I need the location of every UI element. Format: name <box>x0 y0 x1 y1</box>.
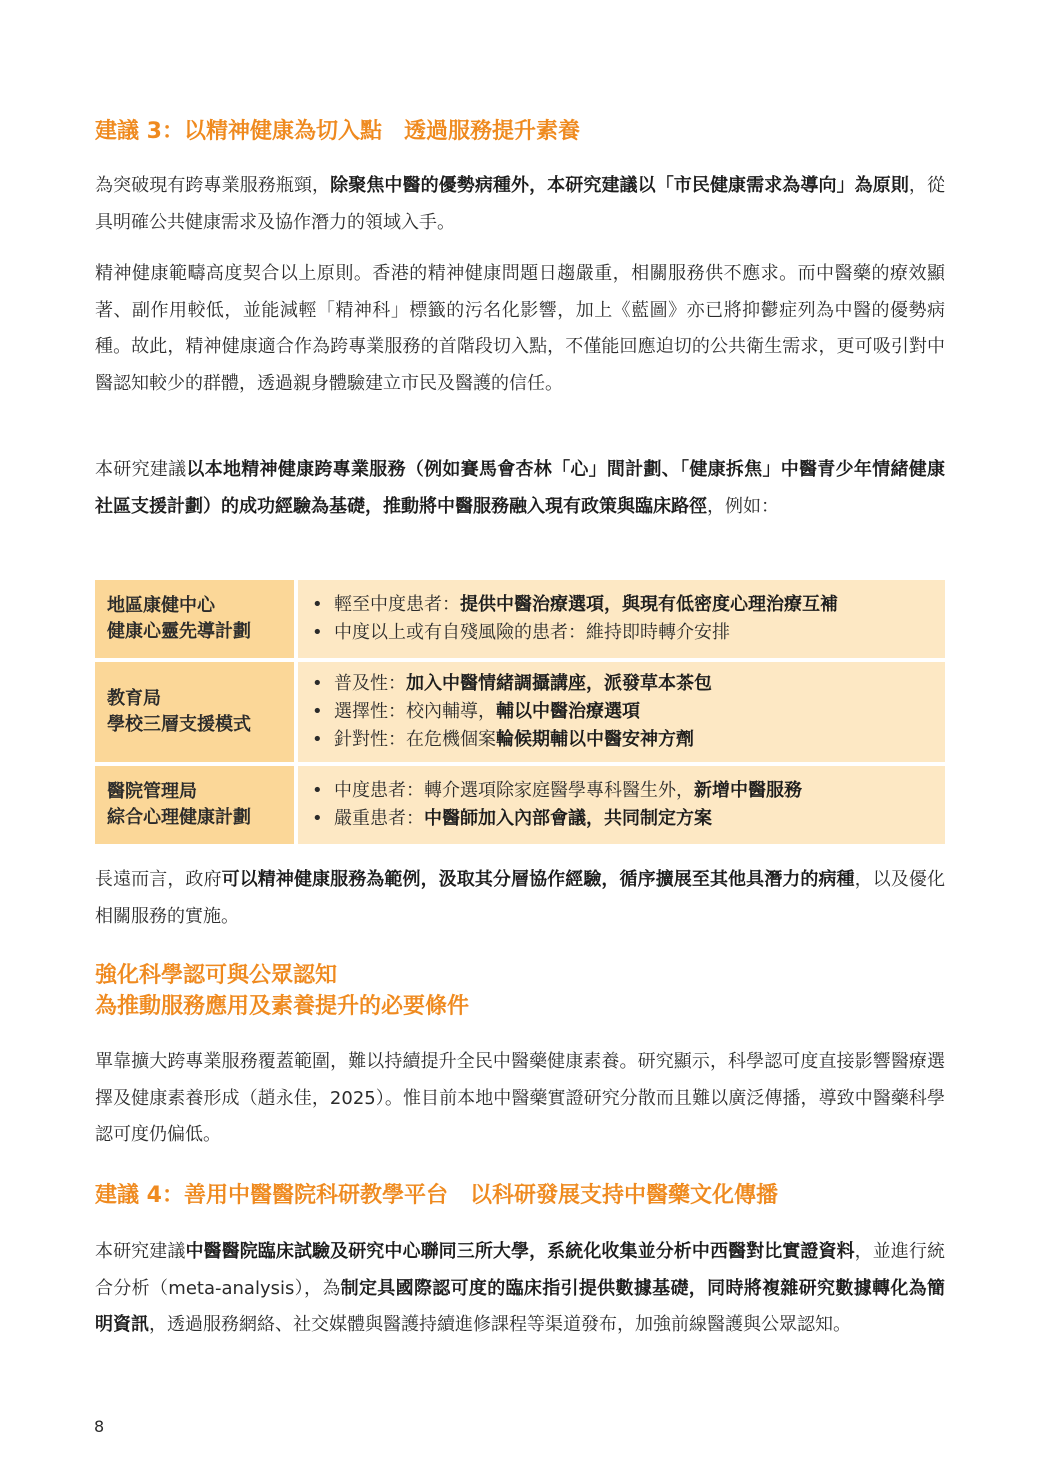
row-label-line: 地區康健中心 <box>107 595 215 616</box>
rec3-paragraph-2: 精神健康範疇高度契合以上原則。香港的精神健康問題日趨嚴重，相關服務供不應求。而中醫藥的療效顯著、副作用較低，並能減輕「精神科」標籤的污名化影響，加上《藍圖》亦已將抑鬱症列為中醫的優勢病種。故此，精神健康適合作為跨專業服務的首階段切入點，不僅能回應迫切的公共衛生需求，更可吸引對中醫認知較少的群體，透過親身體驗建立市民及醫護的信任。 <box>95 263 945 394</box>
rec3-paragraph-1: 為突破現有跨專業服務瓶頸，除聚焦中醫的優勢病種外，本研究建議以「市民健康需求為導向」為原則，從具明確公共健康需求及協作潛力的領域入手。 <box>95 175 946 233</box>
table-row-label <box>95 662 294 762</box>
section2-heading-line1: 強化科學認可與公眾認知 <box>95 963 338 988</box>
table-row-label <box>95 766 294 844</box>
bullet-item: • 普及性：加入中醫情緒調攝講座，派發草本茶包 <box>312 673 712 694</box>
row-label-line: 教育局 <box>107 688 161 709</box>
bullet-item: • 輕至中度患者：提供中醫治療選項，與現有低密度心理治療互補 <box>312 594 838 615</box>
table-row-items <box>298 580 945 658</box>
row-label-line: 綜合心理健康計劃 <box>107 807 251 828</box>
row-label-line: 學校三層支援模式 <box>107 714 251 735</box>
section2-heading-line2: 為推動服務應用及素養提升的必要條件 <box>95 994 470 1019</box>
bullet-item: • 選擇性：校內輔導，輔以中醫治療選項 <box>312 701 640 722</box>
rec4-paragraph: 本研究建議中醫醫院臨床試驗及研究中心聯同三所大學，系統化收集並分析中西醫對比實證資料，並進行統合分析（meta-analysis），為制定具國際認可度的臨床指引提供數據基礎，同時將複雜研究數據轉化為簡明資訊，透過服務網絡、社交媒體與醫護持續進修課程等渠道發布，加強前線醫護與公眾認知。 <box>95 1241 946 1335</box>
bullet-item: • 中度以上或有自殘風險的患者：維持即時轉介安排 <box>312 622 730 643</box>
rec3-heading: 建議 3：以精神健康為切入點 透過服務提升素養 <box>95 119 580 144</box>
rec4-heading: 建議 4：善用中醫醫院科研教學平台 以科研發展支持中醫藥文化傳播 <box>95 1183 778 1208</box>
row-label-line: 健康心靈先導計劃 <box>107 621 251 642</box>
conclusion-paragraph: 長遠而言，政府可以精神健康服務為範例，汲取其分層協作經驗，循序擴展至其他具潛力的病種，以及優化相關服務的實施。 <box>95 869 946 927</box>
row-label-line: 醫院管理局 <box>107 781 197 802</box>
bullet-item: • 針對性：在危機個案輪候期輔以中醫安神方劑 <box>312 729 694 750</box>
table-row-items <box>298 662 945 762</box>
table-row-items <box>298 766 945 844</box>
bullet-item: • 中度患者：轉介選項除家庭醫學專科醫生外，新增中醫服務 <box>312 780 802 801</box>
page-number: 8 <box>94 1417 105 1436</box>
recommendation-table <box>95 580 945 844</box>
section2-paragraph: 單靠擴大跨專業服務覆蓋範圍，難以持續提升全民中醫藥健康素養。研究顯示，科學認可度直接影響醫療選擇及健康素養形成（趙永佳，2025）。惟目前本地中醫藥實證研究分散而且難以廣泛傳播，導致中醫藥科學認可度仍偏低。 <box>95 1051 945 1145</box>
rec3-paragraph-3: 本研究建議以本地精神健康跨專業服務（例如賽馬會杏林「心」間計劃、「健康拆焦」中醫青少年情緒健康社區支援計劃）的成功經驗為基礎，推動將中醫服務融入現有政策與臨床路徑，例如： <box>95 459 946 517</box>
bullet-item: • 嚴重患者：中醫師加入內部會議，共同制定方案 <box>312 808 712 829</box>
table-row-label <box>95 580 294 658</box>
